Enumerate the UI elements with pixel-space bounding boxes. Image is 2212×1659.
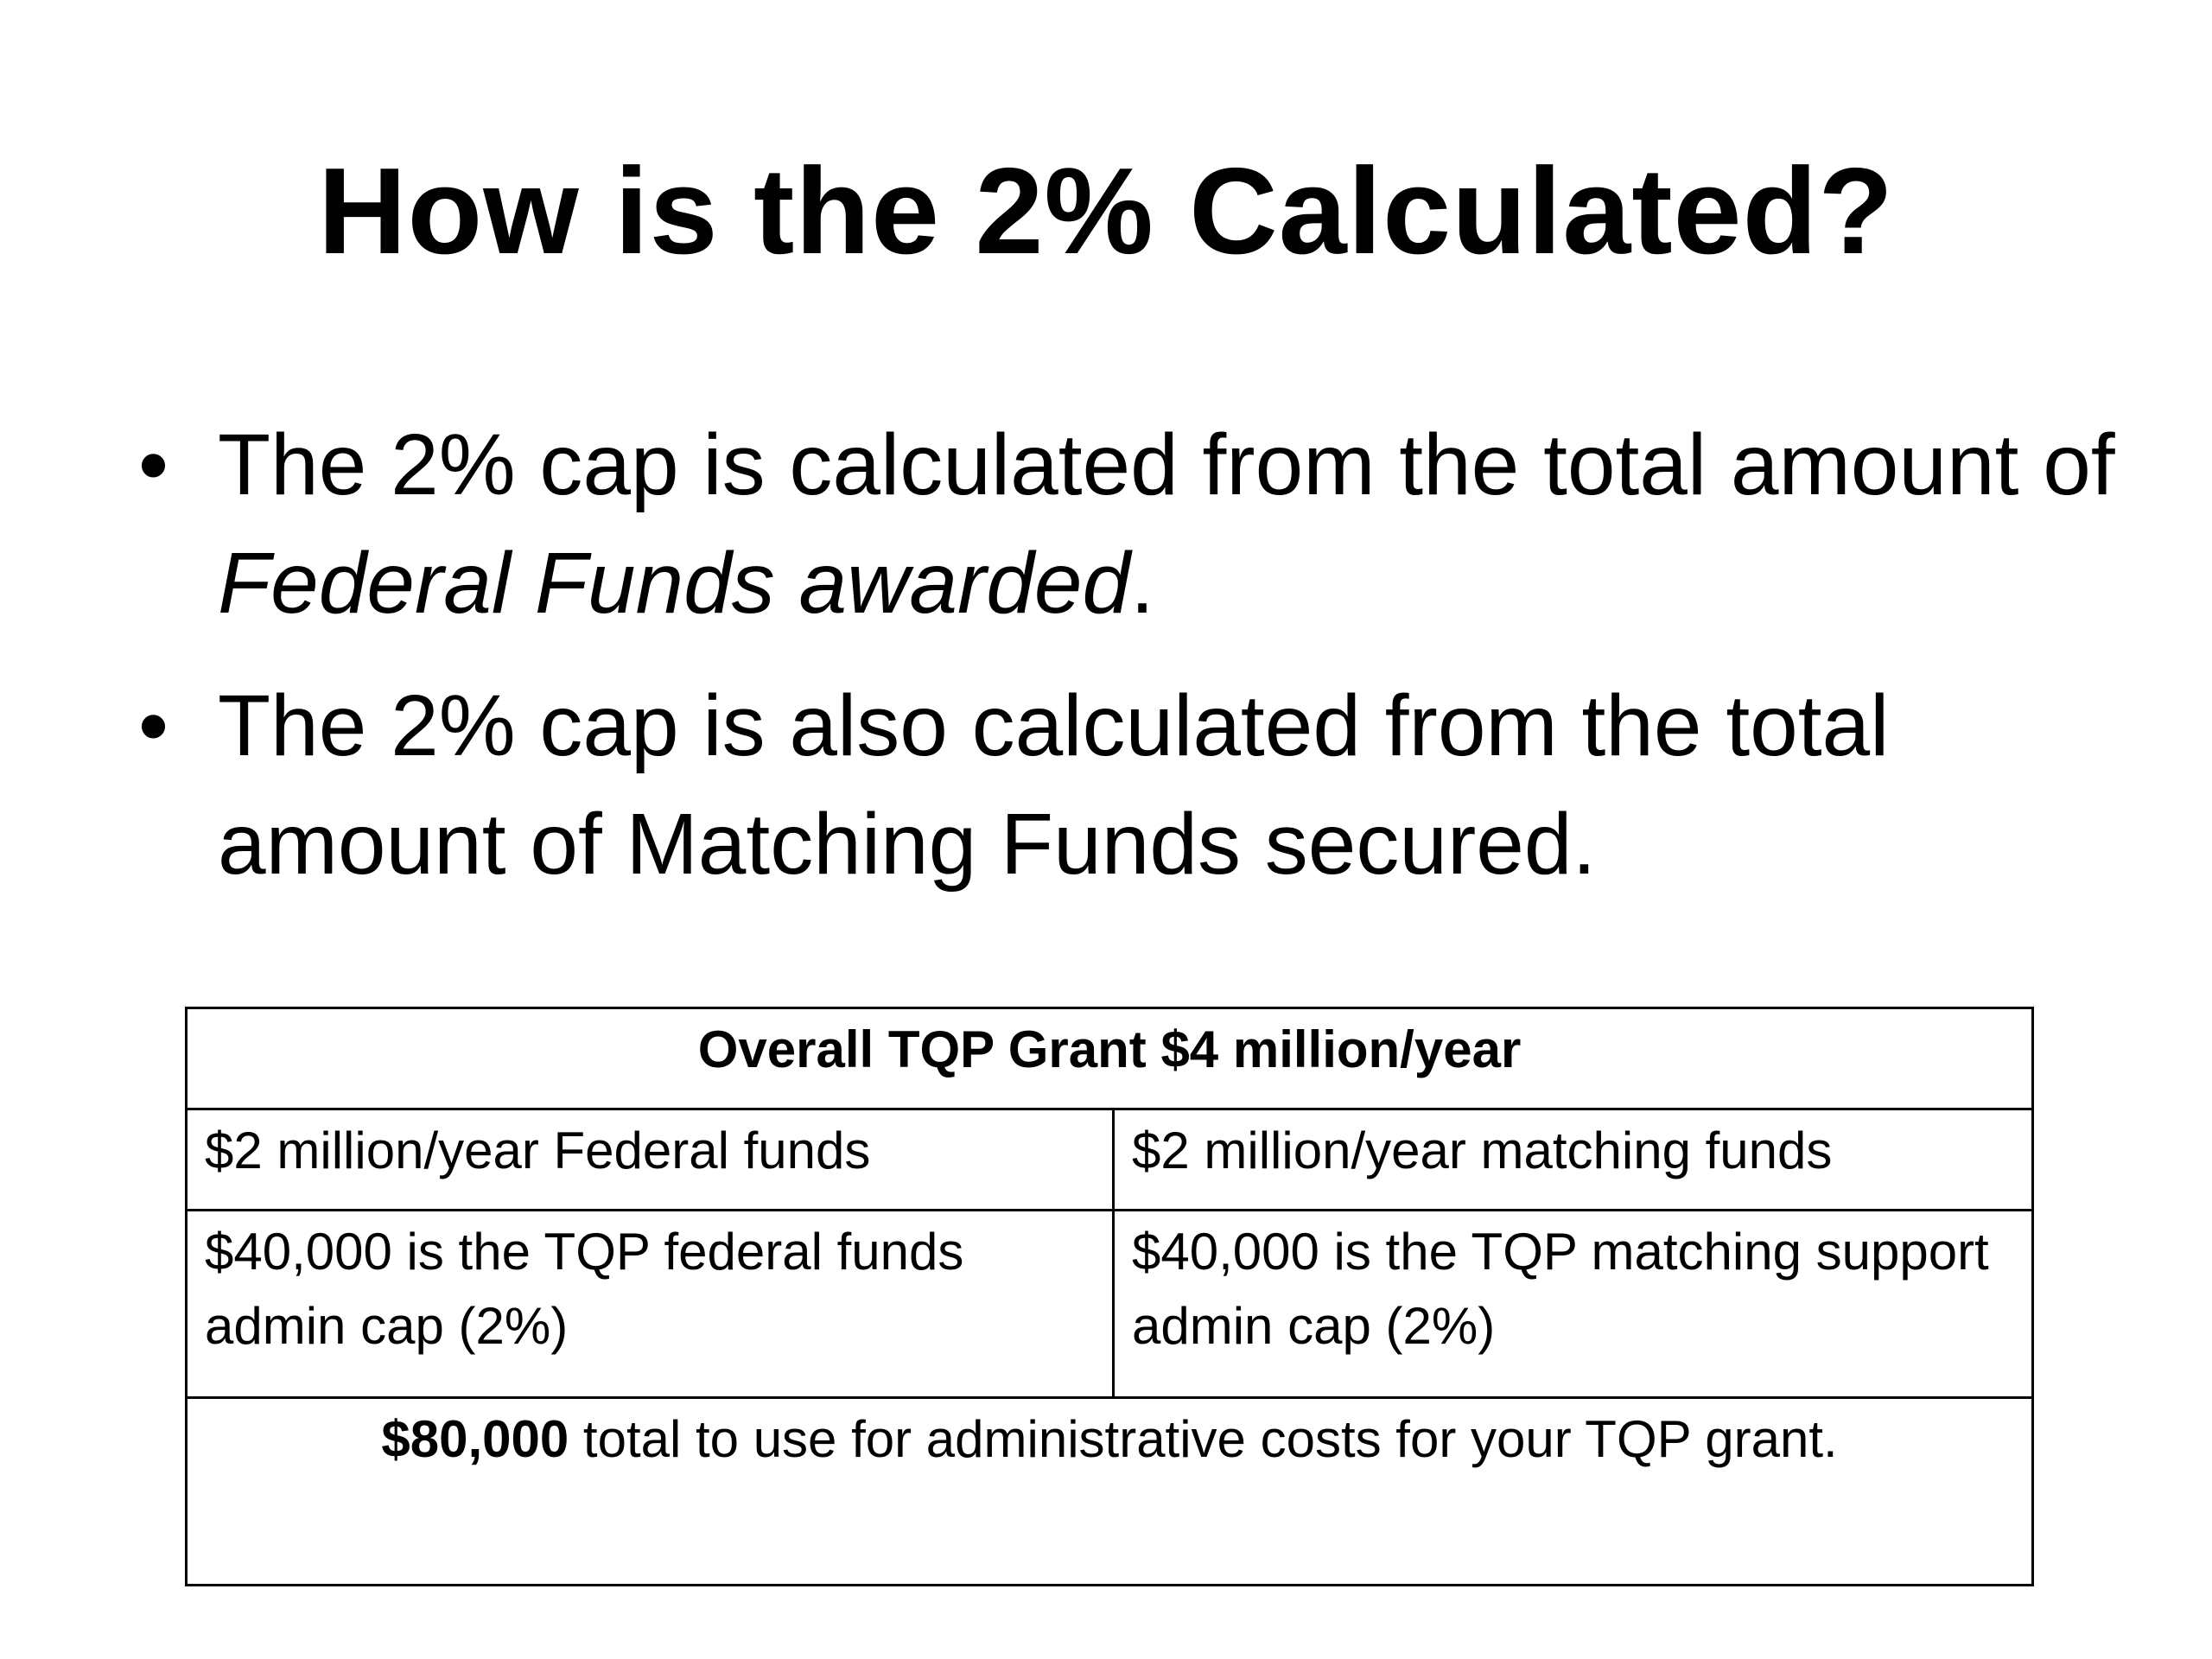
bullet-item-federal	[130, 406, 2117, 643]
grant-table	[185, 1007, 2034, 1586]
matching-funds-cell: $2 million/year matching funds	[1114, 1109, 2033, 1211]
bullet-item-matching	[130, 667, 2117, 904]
bullet-text: The 2% cap is also calculated from the total amount of Matching Funds secured.	[218, 677, 1890, 893]
table-row	[187, 1398, 2033, 1586]
bullet-emphasis: Federal Funds awarded	[218, 535, 1131, 632]
table-header-cell: Overall TQP Grant $4 million/year	[187, 1008, 2033, 1109]
bullet-text-end: .	[1130, 535, 1154, 632]
slide-title: How is the 2% Calculated?	[317, 143, 1895, 280]
federal-funds-cell: $2 million/year Federal funds	[187, 1109, 1114, 1211]
total-amount: $80,000	[381, 1410, 569, 1468]
bullet-marker: •	[138, 677, 169, 774]
federal-cap-cell: $40,000 is the TQP federal funds admin cap (2%)	[187, 1211, 1114, 1398]
bullet-list	[130, 406, 2117, 928]
total-cell	[187, 1398, 2033, 1586]
table-row	[187, 1211, 2033, 1398]
bullet-marker: •	[138, 416, 169, 513]
total-text: total to use for administrative costs for your TQP grant.	[569, 1410, 1838, 1468]
bullet-text: The 2% cap is calculated from the total amount of	[218, 416, 2115, 513]
table-row	[187, 1008, 2033, 1109]
table-row	[187, 1109, 2033, 1211]
matching-cap-cell: $40,000 is the TQP matching support admin cap (2%)	[1114, 1211, 2033, 1398]
